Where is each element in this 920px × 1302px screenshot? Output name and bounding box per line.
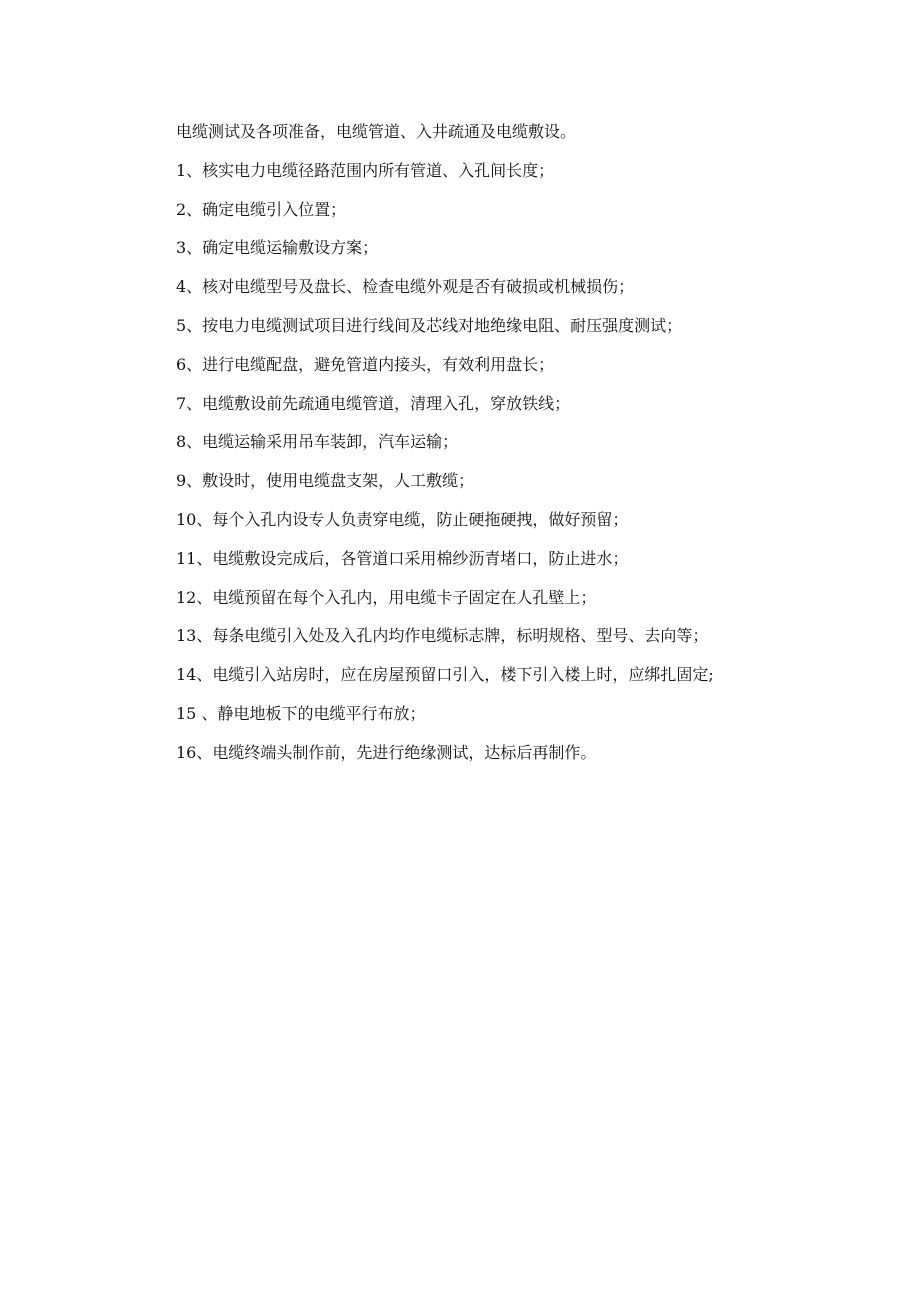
- list-item-3: 3、确定电缆运输敷设方案；: [176, 238, 379, 258]
- list-item-9: 9、敷设时，使用电缆盘支架，人工敷缆；: [176, 471, 475, 491]
- list-item-1: 1、核实电力电缆径路范围内所有管道、入孔间长度；: [176, 160, 555, 180]
- list-item-13: 13、每条电缆引入处及入孔内均作电缆标志牌，标明规格、型号、去向等；: [176, 626, 709, 646]
- intro-paragraph: 电缆测试及各项准备，电缆管道、入井疏通及电缆敷设。: [176, 122, 577, 141]
- list-item-11: 11、电缆敷设完成后，各管道口采用棉纱沥青堵口，防止进水；: [176, 548, 629, 568]
- list-item-2: 2、确定电缆引入位置；: [176, 199, 347, 219]
- list-item-6: 6、进行电缆配盘，避免管道内接头，有效利用盘长；: [176, 354, 555, 374]
- list-item-16: 16、电缆终端头制作前，先进行绝缘测试，达标后再制作。: [176, 742, 597, 762]
- list-item-4: 4、核对电缆型号及盘长、检查电缆外观是否有破损或机械损伤；: [176, 277, 635, 297]
- list-item-14: 14、电缆引入站房时，应在房屋预留口引入，楼下引入楼上时，应绑扎固定;: [176, 665, 714, 685]
- list-item-15: 15 、静电地板下的电缆平行布放；: [176, 703, 426, 723]
- list-item-5: 5、按电力电缆测试项目进行线间及芯线对地绝缘电阻、耐压强度测试；: [176, 315, 683, 335]
- list-item-12: 12、电缆预留在每个入孔内，用电缆卡子固定在人孔壁上；: [176, 587, 597, 607]
- list-item-10: 10、每个入孔内设专人负责穿电缆，防止硬拖硬拽，做好预留；: [176, 509, 629, 529]
- document-body: [176, 122, 788, 782]
- list-item-7: 7、电缆敷设前先疏通电缆管道，清理入孔，穿放铁线；: [176, 393, 571, 413]
- list-item-8: 8、电缆运输采用吊车装卸，汽车运输；: [176, 432, 459, 452]
